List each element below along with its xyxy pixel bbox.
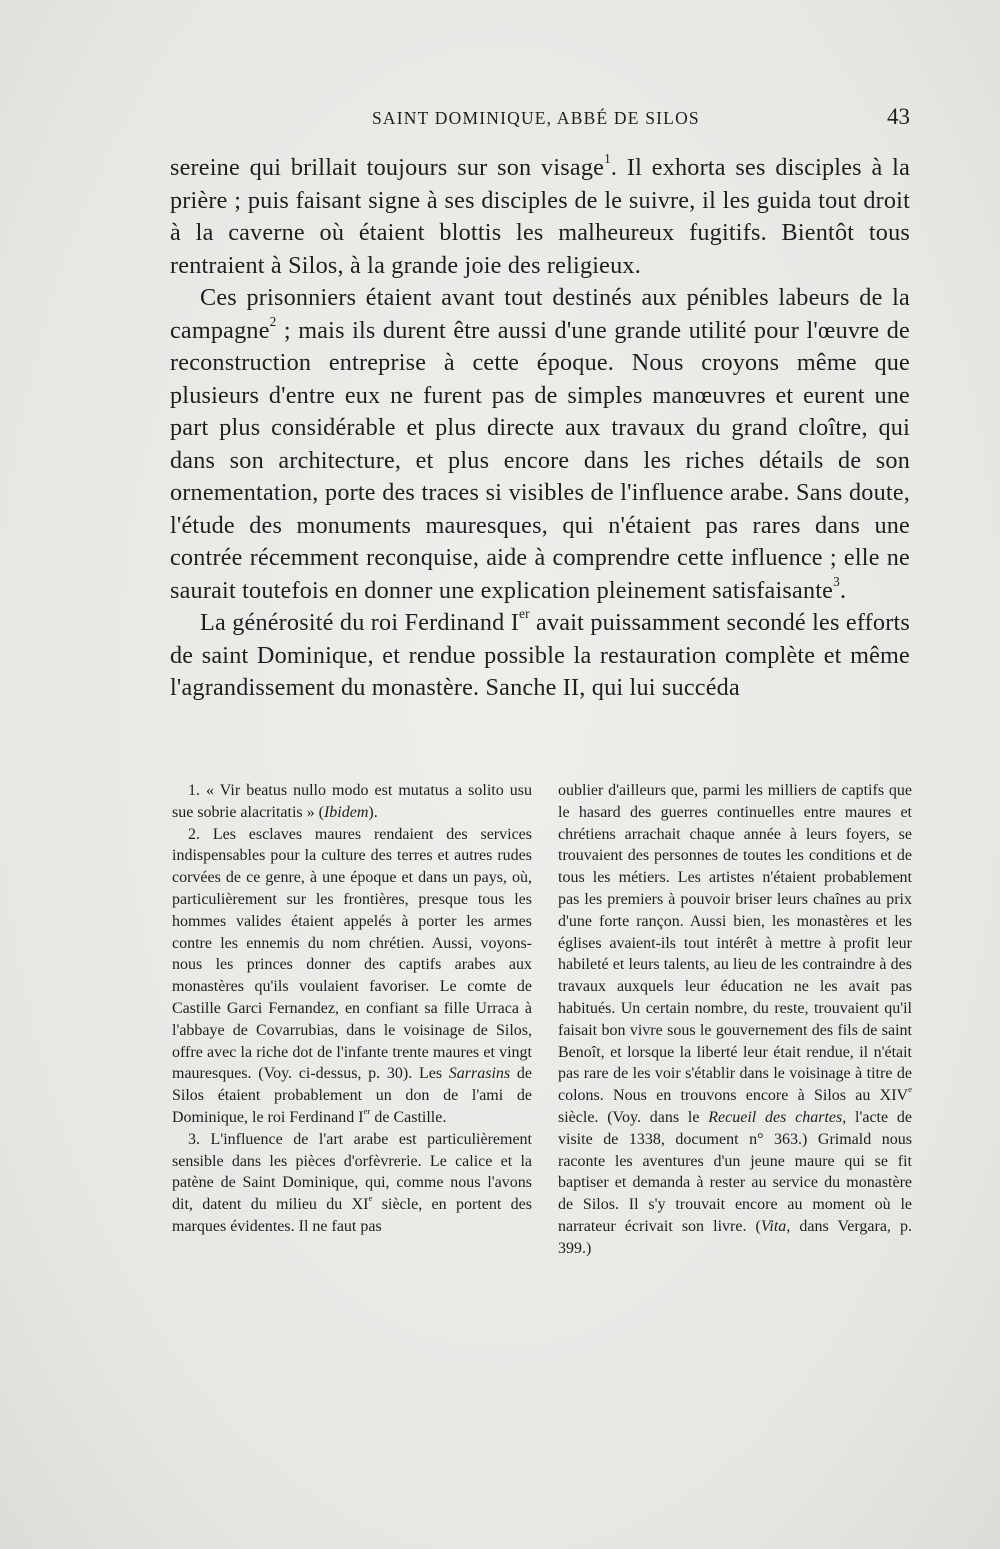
footnote-ref-1: 1 [604, 151, 611, 167]
running-title: SAINT DOMINIQUE, ABBÉ DE SILOS [372, 108, 700, 128]
footnotes-right-column [558, 780, 912, 1260]
paragraph-3: La générosité du roi Ferdinand Ier avait puissamment secondé les efforts de saint Dominique, et rendue possible la restauration complète et même l'agrandissement du monastère. Sanche II, qui lui succéda [170, 606, 910, 701]
footnote-3: 3. L'influence de l'art arabe est particulièrement sensible dans les pièces d'orfèvrerie. Le calice et la patène de Saint Dominique, qui, comme nous l'avons dit, datent du milieu du XIe siècle, en portent des marques évidentes. Il ne faut pas [172, 1130, 533, 1235]
page-header [170, 104, 910, 132]
footnote-ref-2: 2 [269, 313, 277, 329]
main-text [170, 152, 910, 705]
paragraph-1: sereine qui brillait toujours sur son visage$^1$. Il exhorta ses disciples à la prière ; puis faisant signe à ses disciples de le suivre, il les guida tout droit à la caverne où étaient blottis les malheureux fugitifs. Bientôt tous rentraient à Silos, à la grande joie des religieux. [170, 151, 911, 279]
paragraph-2: Ces prisonniers étaient avant tout destinés aux pénibles labeurs de la campagne$^2$ ; mais ils durent être aussi d'une grande utilité pour l'œuvre de reconstruction entreprise à cette époque. Nous croyons même que plusieurs d'entre eux ne furent pas de simples manœuvres et eurent une part plus considérable et plus directe aux travaux du grand cloître, qui dans son architecture, et plus encore dans les riches détails de son ornementation, porte des traces si visibles de l'influence arabe. Sans doute, l'étude des monuments mauresques, qui n'étaient pas rares dans une contrée récemment reconquise, aide à comprendre cette influence ; elle ne saurait toutefois en donner une explication pleinement satisfaisante$^3$. [170, 284, 910, 604]
footnote-1: 1. « Vir beatus nullo modo est mutatus a solito usu sue sobrie alacritatis » (Ibidem). [172, 782, 532, 821]
footnotes-left-column [172, 780, 532, 1238]
page-number: 43 [887, 104, 910, 129]
footnotes [170, 780, 912, 1400]
footnote-3-continued: oublier d'ailleurs que, parmi les milliers de captifs que le hasard des guerres continuelles entre maures et chrétiens arrachait chaque année à leurs foyers, se trouvaient des personnes de toutes les conditions et de tous les métiers. Les artistes n'étaient probablement pas les premiers à pouvoir briser leurs chaînes au prix d'une forte rançon. Aussi bien, les monastères et les églises avaient-ils tout intérêt à mettre à profit leur habileté et leurs talents, au lieu de les contraindre à des travaux auxquels leur éducation ne les avait pas habitués. Un certain nombre, du reste, trouvaient qu'il faisait bon vivre sous le gouvernement des fils de saint Benoît, et lorsque la liberté leur était rendue, il n'était pas rare de les voir s'établir dans le voisinage à titre de colons. Nous en trouvons encore à Silos au XIVe siècle. (Voy. dans le Recueil des chartes, l'acte de visite de 1338, document n° 363.) Grimald nous raconte les aventures d'un jeune maure qui se fit baptiser et demanda à rester au service du monastère de Silos. Il s'y trouvait encore au moment où le narrateur écrivait son livre. (Vita, dans Vergara, p. 399.) [558, 782, 912, 1257]
footnote-2: 2. Les esclaves maures rendaient des services indispensables pour la culture des terres et autres rudes corvées de ce genre, à une époque et dans un pays, où, particulièrement sur les frontières, presque tous les hommes valides étaient appelés à porter les armes contre les ennemis du nom chrétien. Aussi, voyons-nous les princes donner des captifs arabes aux monastères qu'ils voulaient favoriser. Le comte de Castille Garci Fernandez, en confiant sa fille Urraca à l'abbaye de Covarrubias, dans le voisinage de Silos, offre avec la riche dot de l'infante trente maures et vingt mauresques. (Voy. ci-dessus, p. 30). Les Sarrasins de Silos étaient probablement un don de l'ami de Dominique, le roi Ferdinand Ier de Castille. [172, 825, 532, 1126]
footnote-ref-3: 3 [833, 573, 840, 589]
